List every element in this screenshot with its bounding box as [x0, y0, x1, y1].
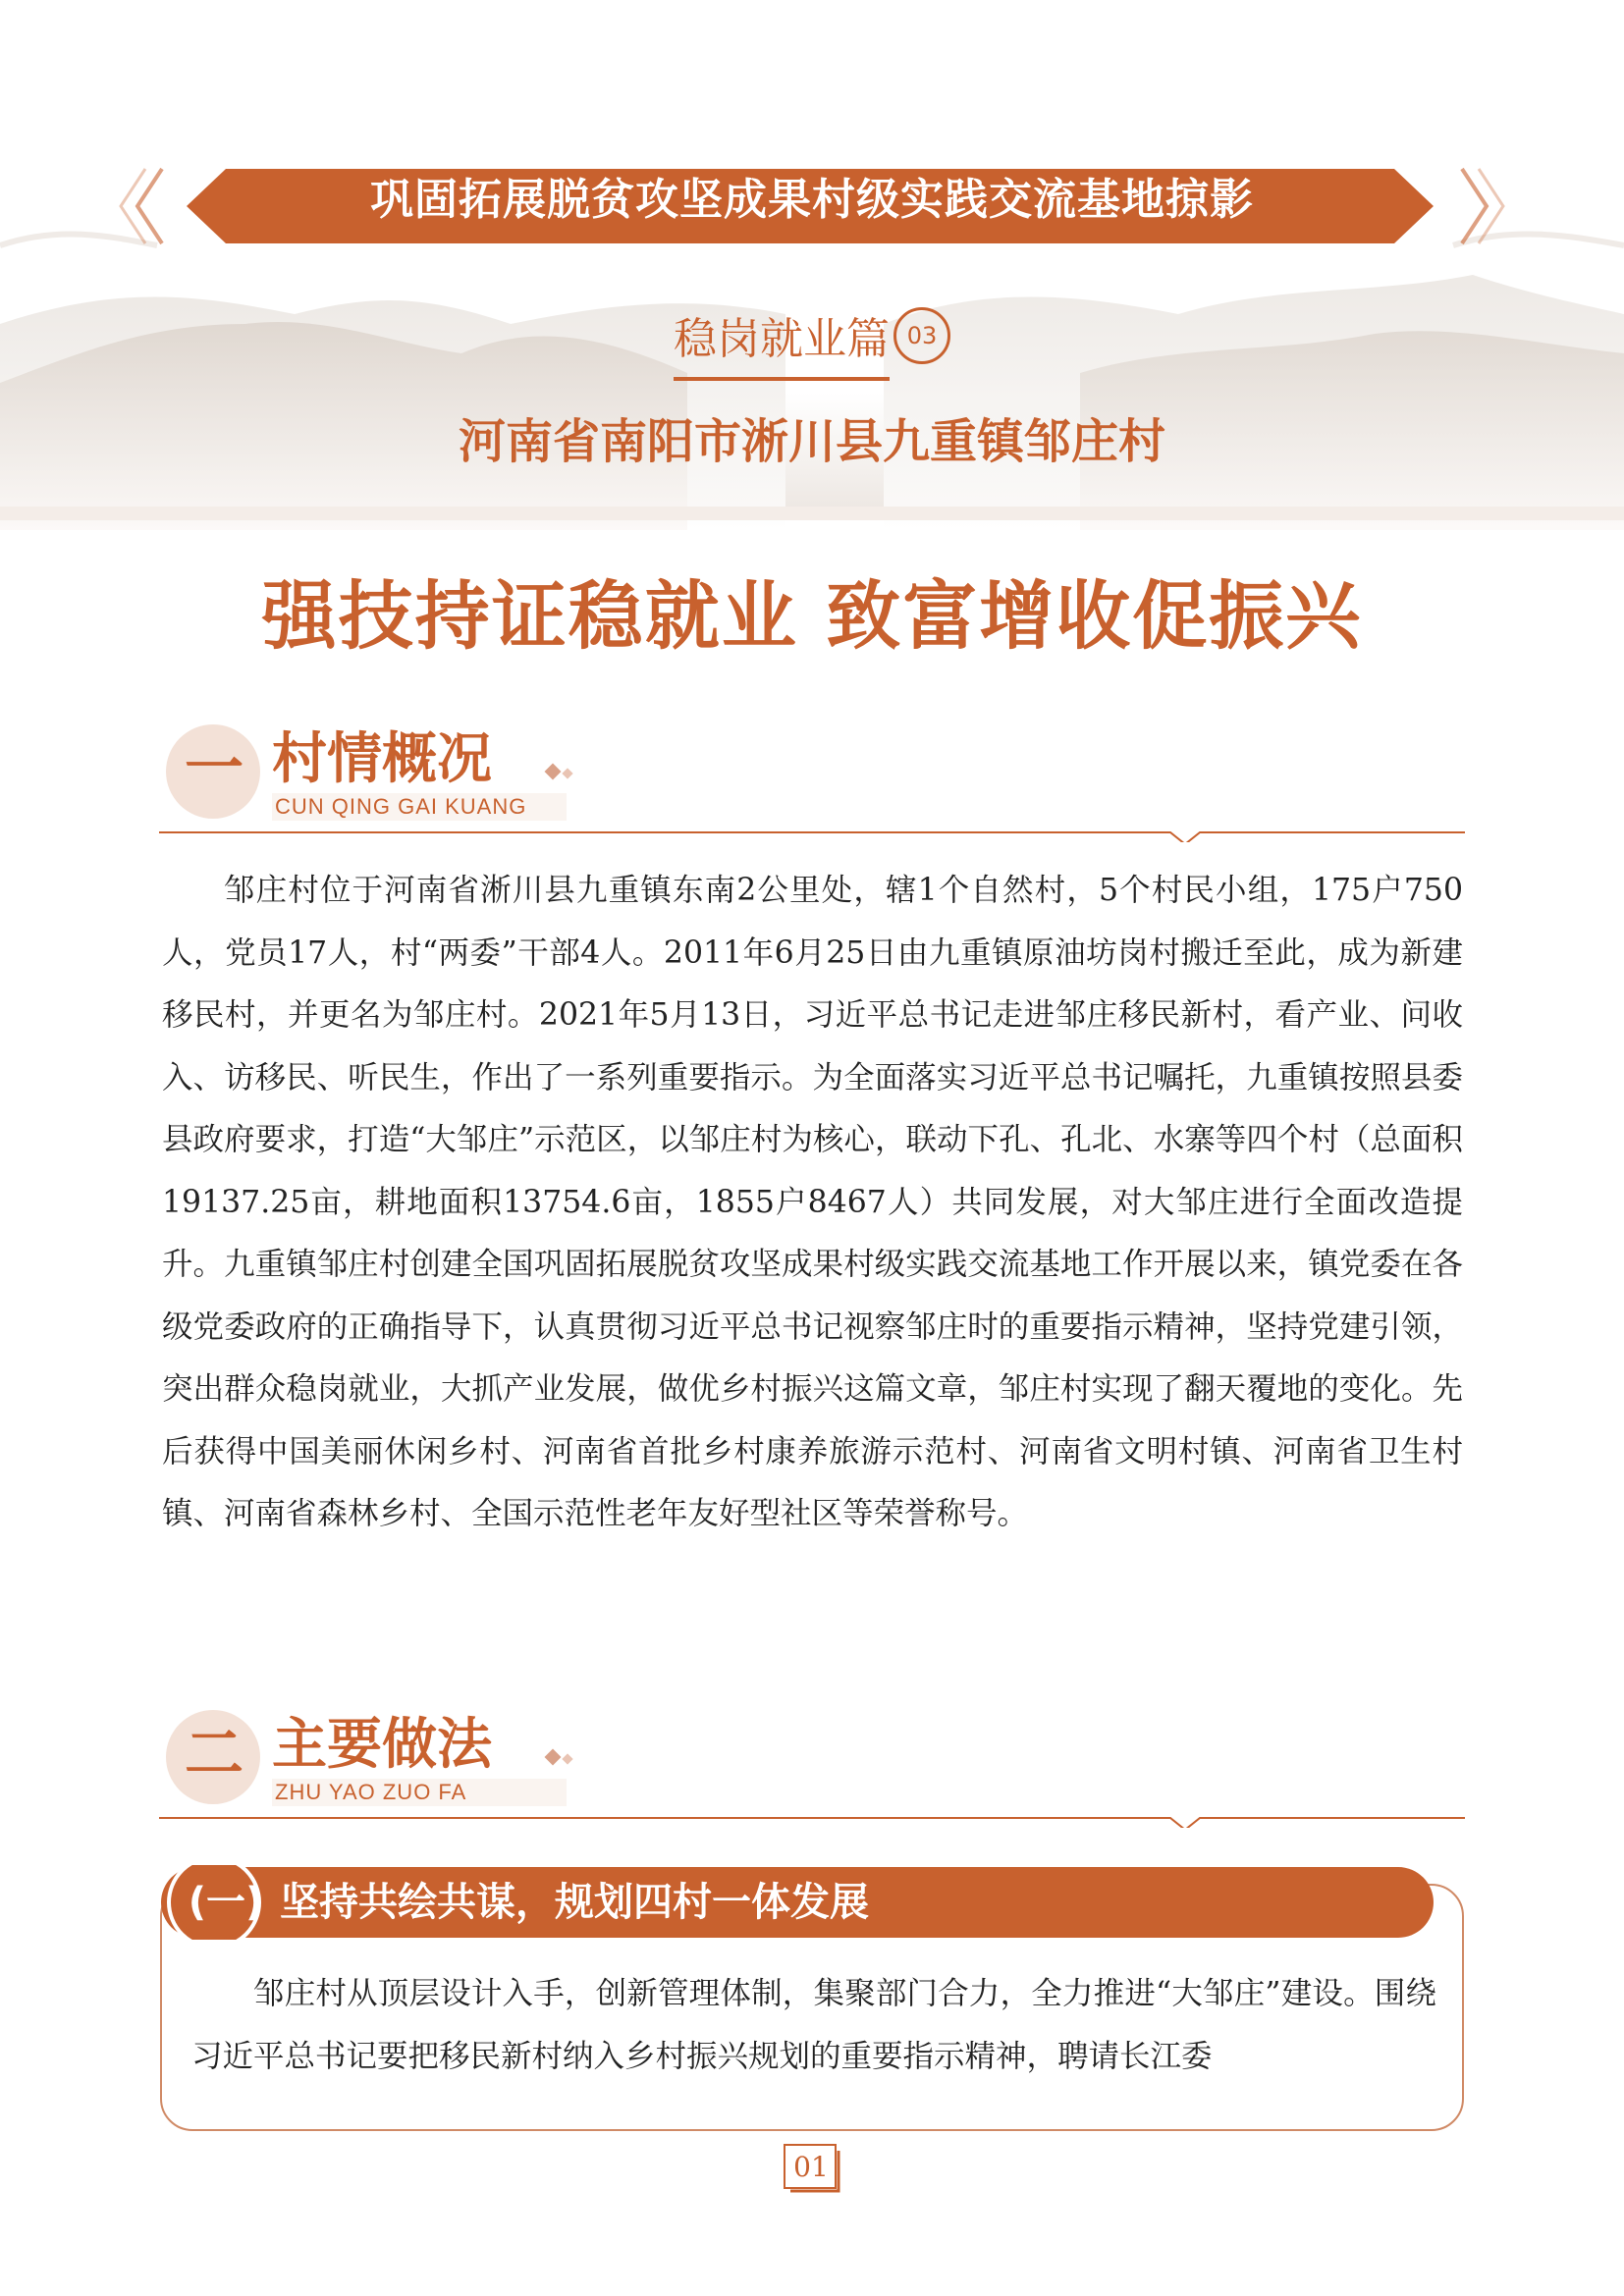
village-name: 河南省南阳市淅川县九重镇邹庄村 — [458, 414, 1165, 469]
section-pinyin: ZHU YAO ZUO FA — [275, 1780, 467, 1804]
section-heading-2 — [159, 1700, 1465, 1828]
section-1-paragraph: 邹庄村位于河南省淅川县九重镇东南2公里处，辖1个自然村，5个村民小组，175户750人，党员17人，村“两委”干部4人。2011年6月25日由九重镇原油坊岗村搬迁至此，成为新建移民村，并更名为邹庄村。2021年5月13日，习近平总书记走进邹庄移民新村，看产业、问收入、访移民、听民生，作出了一系列重要指示。为全面落实习近平总书记嘱托，九重镇按照县委县政府要求，打造“大邹庄”示范区，以邹庄村为核心，联动下孔、孔北、水寨等四个村（总面积19137.25亩，耕地面积13754.6亩，1855户8467人）共同发展，对大邹庄进行全面改造提升。九重镇邹庄村创建全国巩固拓展脱贫攻坚成果村级实践交流基地工作开展以来，镇党委在各级党委政府的正确指导下，认真贯彻习近平总书记视察邹庄时的重要指示精神，坚持党建引领，突出群众稳岗就业，大抓产业发展，做优乡村振兴这篇文章，邹庄村实现了翻天覆地的变化。先后获得中国美丽休闲乡村、河南省首批乡村康养旅游示范村、河南省文明村镇、河南省卫生村镇、河南省森林乡村、全国示范性老年友好型社区等荣誉称号。 — [162, 873, 1463, 1531]
series-heading — [0, 312, 1624, 381]
subsection-paragraph: 邹庄村从顶层设计入手，创新管理体制，集聚部门合力，全力推进“大邹庄”建设。围绕习近平总书记要把移民新村纳入乡村振兴规划的重要指示精神，聘请长江委 — [191, 1976, 1436, 2074]
subsection-number: (一) — [188, 1880, 264, 1925]
section-number: 一 — [185, 734, 244, 803]
section-title: 主要做法 — [272, 1713, 492, 1777]
series-label: 稳岗就业篇 — [674, 312, 890, 381]
subsection-title: 坚持共绘共谋，规划四村一体发展 — [280, 1880, 869, 1925]
section-heading-1 — [159, 715, 1465, 842]
page-number: 01 — [793, 2151, 829, 2183]
section-pinyin: CUN QING GAI KUANG — [275, 794, 527, 819]
section-number: 二 — [185, 1720, 244, 1789]
banner-title: 巩固拓展脱贫攻坚成果村级实践交流基地掠影 — [370, 175, 1254, 225]
series-number-badge: 03 — [893, 307, 950, 364]
page-title: 强技持证稳就业 致富增收促振兴 — [261, 572, 1363, 660]
section-title: 村情概况 — [272, 727, 492, 791]
